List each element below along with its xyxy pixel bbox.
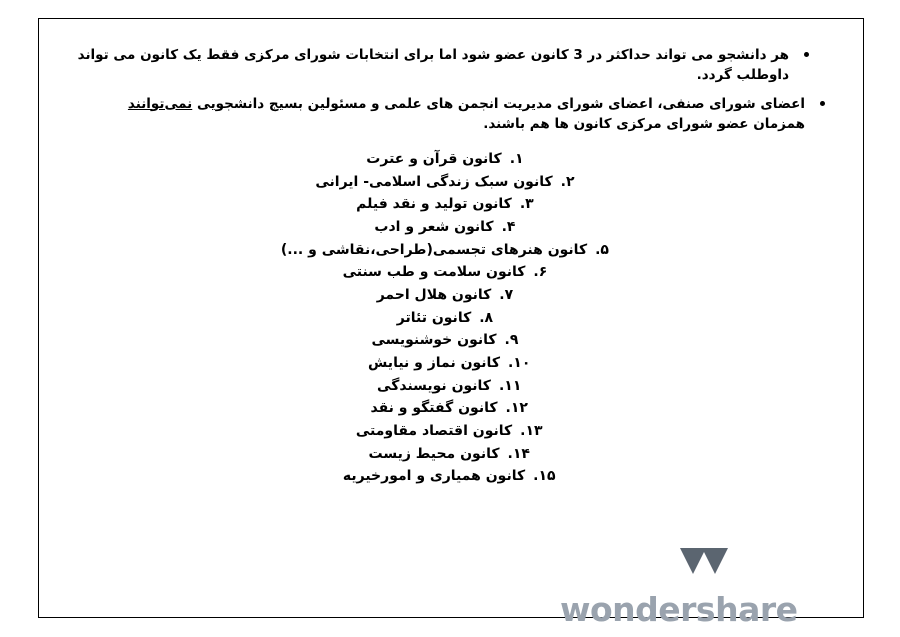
- list-item-index: ۱۱.: [498, 377, 522, 394]
- list-item-label: کانون همیاری و امورخیریه: [342, 468, 526, 485]
- list-item: [73, 420, 829, 443]
- bullet-item: [73, 94, 829, 135]
- list-item-label: کانون قرآن و عترت: [366, 151, 502, 167]
- list-item-label: کانون خوشنویسی: [371, 332, 497, 349]
- list-item: [73, 261, 829, 284]
- list-item-label: کانون تولید و نقد فیلم: [356, 196, 512, 213]
- list-item-index: ۹.: [504, 332, 519, 349]
- list-item: [73, 397, 829, 420]
- slide-content: [39, 19, 863, 617]
- list-item: [73, 329, 829, 352]
- list-item-index: ۱۰.: [507, 355, 531, 372]
- list-item-label: کانون سلامت و طب سنتی: [342, 264, 526, 281]
- list-item-label: کانون شعر و ادب: [374, 219, 494, 236]
- list-item-label: کانون هنرهای تجسمی(طراحی،نقاشی و ...): [280, 241, 588, 258]
- list-item-index: ۱.: [509, 151, 524, 167]
- list-item: [73, 375, 829, 398]
- watermark: [560, 548, 860, 629]
- list-item-index: ۵.: [595, 241, 609, 258]
- list-item-label: کانون تئاتر: [396, 309, 472, 326]
- bullet-item: [73, 45, 829, 86]
- list-item-index: ۱۲.: [505, 400, 528, 417]
- list-item-index: ۱۵.: [533, 468, 556, 485]
- bullet-text-prefix: اعضای شورای صنفی، اعضای شورای مدیریت انجمن های علمی و مسئولین بسیج دانشجویی: [192, 95, 805, 112]
- list-item-label: کانون گفتگو و نقد: [370, 400, 498, 417]
- list-item-label: کانون نویسندگی: [377, 377, 491, 394]
- list-item-label: کانون اقتصاد مقاومتی: [355, 423, 513, 440]
- bullet-text: هر دانشجو می تواند حداکثر در 3 کانون عضو شود اما برای انتخابات شورای مرکزی فقط یک کانون می تواند داوطلب گردد.: [77, 47, 789, 84]
- list-item: [73, 352, 829, 375]
- list-item: [73, 443, 829, 466]
- list-item: [73, 171, 829, 194]
- list-item-index: ۸.: [479, 309, 494, 326]
- list-item: [73, 239, 829, 262]
- list-item-label: کانون محیط زیست: [368, 445, 500, 462]
- list-item-index: ۴.: [501, 219, 516, 236]
- bullet-dot-icon: [804, 52, 809, 57]
- watermark-text: wondershare: [560, 590, 798, 629]
- list-item: [73, 465, 829, 488]
- list-item-index: ۳.: [519, 196, 534, 213]
- list-item-index: ۱۴.: [507, 445, 530, 462]
- wondershare-logo-icon: [680, 548, 746, 592]
- list-item: [73, 284, 829, 307]
- bullet-text-suffix: همزمان عضو شورای مرکزی کانون ها هم باشند.: [483, 115, 805, 132]
- list-item: [73, 307, 829, 330]
- list-item-index: ۶.: [533, 264, 548, 281]
- club-list: [73, 148, 829, 488]
- list-item-index: ۷.: [499, 287, 514, 304]
- list-item-label: کانون سبک زندگی اسلامی- ایرانی: [315, 173, 553, 190]
- bullet-list: [73, 45, 829, 134]
- list-item-index: ۱۳.: [520, 423, 543, 440]
- list-item-label: کانون هلال احمر: [376, 287, 492, 304]
- list-item-index: ۲.: [560, 173, 575, 190]
- bullet-dot-icon: [820, 101, 825, 106]
- list-item: [73, 193, 829, 216]
- bullet-text-underlined: نمی‌توانند: [127, 95, 193, 112]
- slide-frame: [38, 18, 864, 618]
- list-item-label: کانون نماز و نیایش: [368, 355, 500, 372]
- list-item: [73, 148, 829, 171]
- list-item: [73, 216, 829, 239]
